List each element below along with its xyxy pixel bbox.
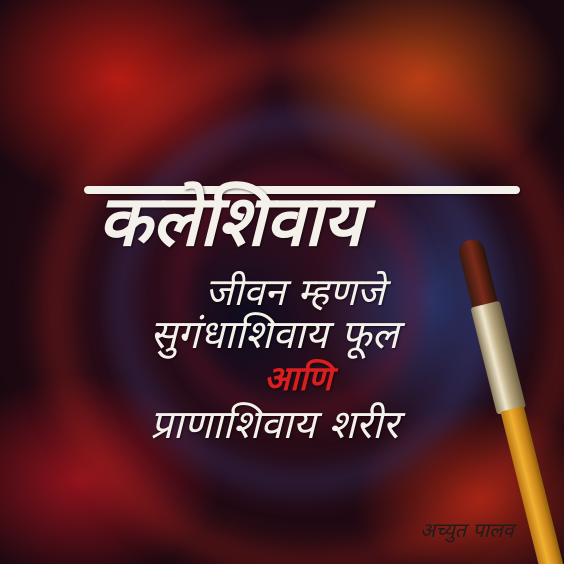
brush-bristles <box>456 237 498 311</box>
quote-line-1: जीवन म्हणजे <box>205 270 385 314</box>
headline-text: कलेशिवाय <box>98 180 363 262</box>
quote-conjunction: आणि <box>264 359 333 399</box>
quote-line-2: सुगंधाशिवाय फूल <box>150 312 399 358</box>
paintbrush-icon <box>451 235 564 564</box>
brush-ferrule <box>470 301 526 415</box>
artist-signature: अच्युत पालव <box>420 518 514 542</box>
quote-line-3: प्राणाशिवाय शरीर <box>150 402 399 448</box>
